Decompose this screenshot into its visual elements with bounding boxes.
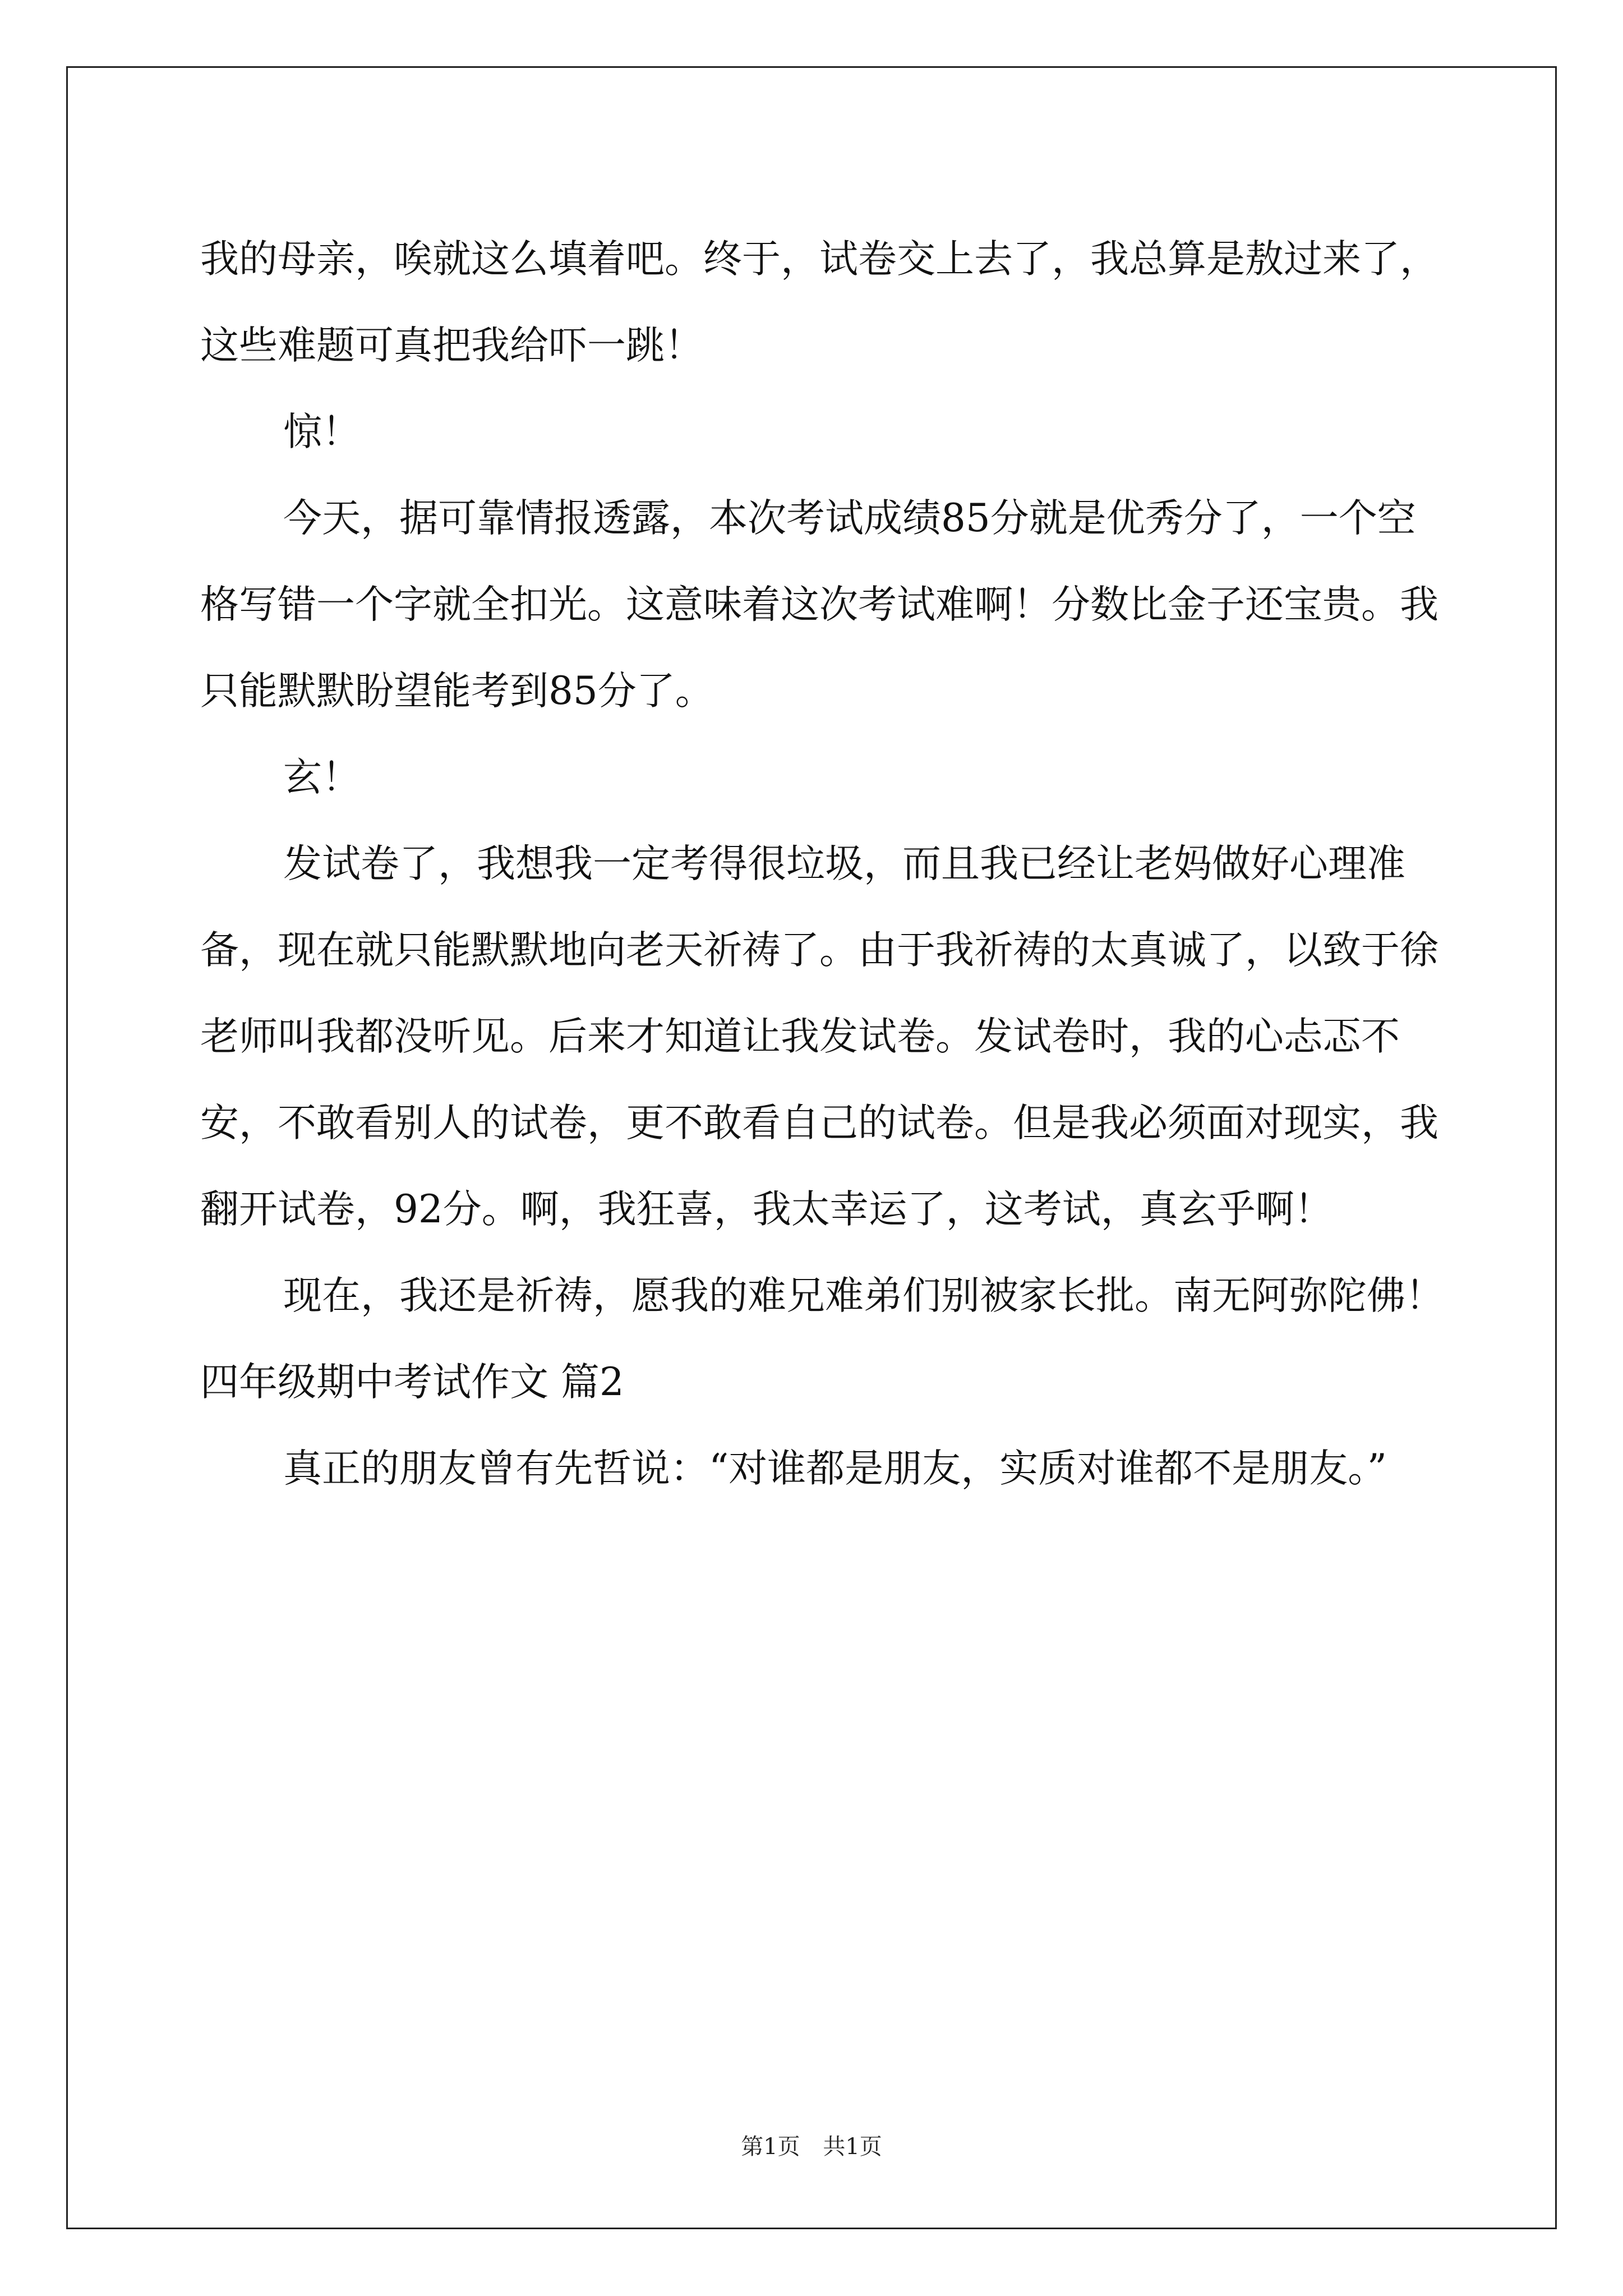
paragraph-jing: 惊！: [283, 409, 361, 454]
paragraph-continuation: 我的母亲，唉就这么填着吧。终于，试卷交上去了，我总算是敖过来了，这些难题可真把我给吓一跳！: [200, 237, 1438, 368]
paragraph-true-friend: 真正的朋友曾有先哲说：“对谁都是朋友，实质对谁都不是朋友。”: [283, 1446, 1387, 1491]
page-footer: [0, 2129, 1623, 2161]
paragraph-today: 今天，据可靠情报透露，本次考试成绩85分就是优秀分了，一个空格写错一个字就全扣光。这意味着这次考试难啊！分数比金子还宝贵。我只能默默盼望能考到85分了。: [200, 496, 1438, 714]
paragraph-xuan: 玄！: [283, 755, 361, 800]
page-number: 第1页: [741, 2134, 800, 2160]
page-total: 共1页: [823, 2134, 882, 2160]
document-body: [200, 216, 1445, 1512]
paragraph-prayer: 现在，我还是祈祷，愿我的难兄难弟们别被家长批。南无阿弥陀佛！: [283, 1273, 1444, 1318]
paragraph-exam-results: 发试卷了，我想我一定考得很垃圾，而且我已经让老妈做好心理准备，现在就只能默默地向老天祈祷了。由于我祈祷的太真诚了，以致于徐老师叫我都没听见。后来才知道让我发试卷。发试卷时，我的心忐忑不安，不敢看别人的试卷，更不敢看自己的试卷。但是我必须面对现实，我翻开试卷，92分。啊，我狂喜，我太幸运了，这考试，真玄乎啊！: [200, 841, 1438, 1232]
section-heading: 四年级期中考试作文 篇2: [200, 1360, 624, 1405]
